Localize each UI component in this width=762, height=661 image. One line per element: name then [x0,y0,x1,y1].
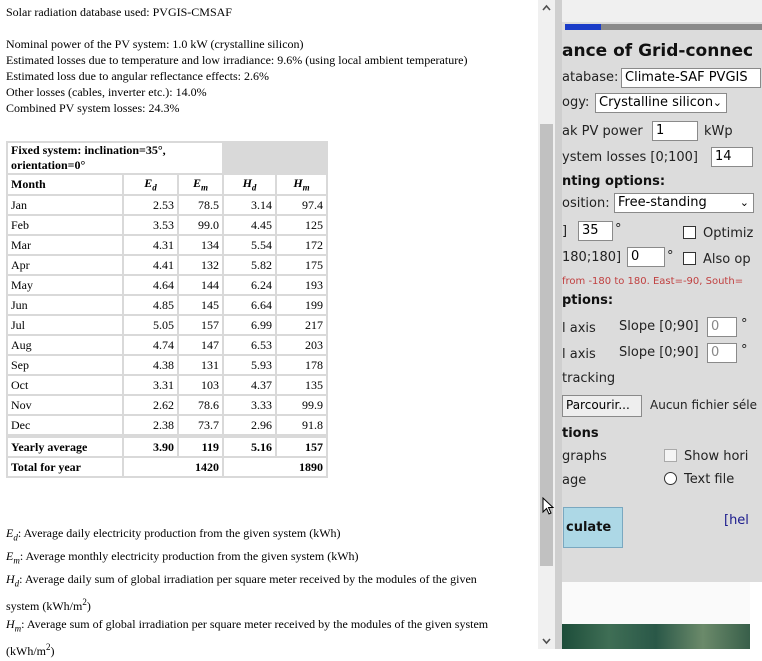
table-cell: 4.64 [124,276,177,294]
slope-degree: ° [615,222,622,237]
table-cell: 145 [179,296,222,314]
inclined-slope-degree: ° [741,343,748,358]
table-cell: 3.33 [224,396,275,414]
table-cell: Oct [8,376,122,394]
header-ed: $E_d$ [124,175,177,194]
optimize-slope-label: Optimiz [703,226,754,241]
mounting-options-header: nting options: [562,174,666,189]
total-year-row [8,458,326,476]
table-cell: Nov [8,396,122,414]
vertical-slope-input[interactable]: 0 [707,317,737,337]
table-cell: 78.6 [179,396,222,414]
table-row [8,236,326,254]
azimuth-input[interactable]: 0 [627,247,665,267]
also-optimize-checkbox[interactable] [683,252,696,265]
show-horizon-checkbox[interactable] [664,449,677,462]
database-select[interactable]: Climate-SAF PVGIS [621,68,761,88]
slope-input[interactable]: 35 [578,221,613,241]
mouse-cursor-icon [542,497,556,522]
table-cell: 132 [179,256,222,274]
table-cell: 91.8 [277,416,326,434]
background-image-strip [562,624,750,649]
table-cell: 2.53 [124,196,177,214]
table-cell: 125 [277,216,326,234]
position-label: osition: [562,196,610,211]
table-row [8,396,326,414]
table-row [8,256,326,274]
panel-header-strip [562,0,762,22]
summary-line: Combined PV system losses: 24.3% [6,101,180,115]
table-cell: 99.0 [179,216,222,234]
table-cell: 5.16 [224,438,275,456]
table-row [8,216,326,234]
tracking-options-header: ptions: [562,293,614,308]
table-cell: Total for year [8,458,122,476]
technology-label: ogy: [562,95,590,110]
table-cell: 178 [277,356,326,374]
summary-line: Other losses (cables, inverter etc.): 14.0% [6,85,207,99]
help-link[interactable]: [hel [724,513,749,528]
table-cell: 4.37 [224,376,275,394]
legend-hm: $H_m$: Average sum of global irradiation per square meter received by the modules of the given system $(kWh/m^2)$ [6,617,489,659]
vertical-slope-label: Slope [0;90] [619,319,699,334]
vertical-axis-label: l axis [562,321,596,336]
table-row [8,336,326,354]
table-row [8,316,326,334]
output-options-header: tions [562,426,599,441]
table-row [8,376,326,394]
table-cell: 73.7 [179,416,222,434]
yearly-average-row [8,438,326,456]
table-cell: 131 [179,356,222,374]
technology-select[interactable]: Crystalline silicon ⌄ [595,93,727,113]
table-cell: Apr [8,256,122,274]
table-cell: 193 [277,276,326,294]
header-month: Month [8,175,122,194]
inclined-slope-input[interactable]: 0 [707,343,737,363]
table-cell: 172 [277,236,326,254]
form-title: ance of Grid-connec [562,41,754,61]
vertical-slope-degree: ° [741,317,748,332]
text-file-radio[interactable] [664,472,677,485]
browse-button[interactable]: Parcourir... [562,395,642,417]
table-cell: Jul [8,316,122,334]
footer-area [562,582,750,624]
table-cell: 5.82 [224,256,275,274]
also-optimize-label: Also op [703,252,751,267]
table-cell: 147 [179,336,222,354]
inclined-slope-label: Slope [0;90] [619,345,699,360]
slope-label: ] [562,224,568,239]
inclined-axis-label: l axis [562,347,596,362]
table-cell: Feb [8,216,122,234]
table-cell: 3.14 [224,196,275,214]
graphs-label: graphs [562,449,607,464]
table-row [8,416,326,434]
table-cell: Jan [8,196,122,214]
show-horizon-label: Show hori [684,449,749,464]
table-cell: 5.93 [224,356,275,374]
legend-hd: $H_d$: Average daily sum of global irradiation per square meter received by the modules of the given system $(kWh/m^2)$ [6,571,477,613]
calculate-button[interactable]: culate [563,507,623,548]
table-cell: Aug [8,336,122,354]
table-cell: 217 [277,316,326,334]
results-table [6,141,328,478]
progress-bar-fill [565,24,601,30]
table-cell: 6.24 [224,276,275,294]
table-cell: 2.62 [124,396,177,414]
table-row [8,356,326,374]
summary-line: Nominal power of the PV system: 1.0 kW (crystalline silicon) [6,37,304,51]
table-cell: 97.4 [277,196,326,214]
table-cell: 199 [277,296,326,314]
losses-label: ystem losses [0;100] [562,150,698,165]
chevron-down-icon: ⌄ [712,96,722,109]
table-title: Fixed system: inclination=35°, orientation=0° [8,143,222,173]
database-label: atabase: [562,70,619,85]
table-row [8,296,326,314]
table-cell: 157 [277,438,326,456]
table-cell: 3.90 [124,438,177,456]
table-row [8,196,326,214]
peak-power-unit: kWp [704,124,733,139]
table-cell: 119 [179,438,222,456]
two-axis-tracking-label: tracking [562,371,616,386]
table-cell: 5.54 [224,236,275,254]
header-em: $E_m$ [179,175,222,194]
table-cell: Jun [8,296,122,314]
table-cell: 103 [179,376,222,394]
losses-input[interactable]: 14 [711,147,753,167]
web-page-label: age [562,473,587,488]
table-cell: 5.05 [124,316,177,334]
table-cell: 4.31 [124,236,177,254]
table-cell: 3.53 [124,216,177,234]
azimuth-hint: from -180 to 180. East=-90, South= [562,276,744,287]
text-file-label: Text file [684,472,735,487]
table-cell: 4.74 [124,336,177,354]
legend [6,524,511,661]
peak-power-label: ak PV power [562,124,643,139]
header-hm: $H_m$ [277,175,326,194]
legend-em: $E_m$: Average monthly electricity production from the given system (kWh) [6,548,359,566]
peak-power-input[interactable]: 1 [652,121,698,141]
pvgis-form-pane [555,0,758,649]
header-hd: $H_d$ [224,175,275,194]
table-cell: 4.85 [124,296,177,314]
table-row [8,276,326,294]
vertical-scrollbar[interactable] [538,0,555,649]
table-cell: 3.31 [124,376,177,394]
optimize-slope-checkbox[interactable] [683,226,696,239]
position-select[interactable]: Free-standing ⌄ [614,193,754,213]
table-cell: 2.96 [224,416,275,434]
table-cell: 4.45 [224,216,275,234]
table-cell: 6.53 [224,336,275,354]
table-cell: 6.99 [224,316,275,334]
table-cell: 4.41 [124,256,177,274]
table-cell: May [8,276,122,294]
scroll-up-arrow-icon[interactable] [538,0,555,17]
table-cell: 1420 [124,458,222,476]
table-cell: 99.9 [277,396,326,414]
table-cell: 144 [179,276,222,294]
table-cell: 203 [277,336,326,354]
table-cell: Sep [8,356,122,374]
table-cell: 78.5 [179,196,222,214]
no-file-label: Aucun fichier séle [650,398,758,412]
chevron-down-icon: ⌄ [739,196,749,209]
table-cell: 135 [277,376,326,394]
table-cell: 157 [179,316,222,334]
summary-line: Estimated loss due to angular reflectance effects: 2.6% [6,69,270,83]
table-cell: Yearly average [8,438,122,456]
legend-ed: $E_d$: Average daily electricity production from the given system (kWh) [6,526,341,543]
table-cell: 2.38 [124,416,177,434]
table-cell: Dec [8,416,122,434]
summary-line: Estimated losses due to temperature and low irradiance: 9.6% (using local ambient temperature) [6,53,468,67]
azimuth-label: 180;180] [562,250,622,265]
table-cell: 4.38 [124,356,177,374]
table-cell: Mar [8,236,122,254]
database-line: Solar radiation database used: PVGIS-CMSAF [6,5,232,19]
table-cell: 6.64 [224,296,275,314]
scroll-down-arrow-icon[interactable] [538,632,555,649]
table-cell: 134 [179,236,222,254]
azimuth-degree: ° [667,249,674,264]
table-cell: 1890 [224,458,326,476]
table-cell: 175 [277,256,326,274]
progress-bar-track [601,24,762,30]
